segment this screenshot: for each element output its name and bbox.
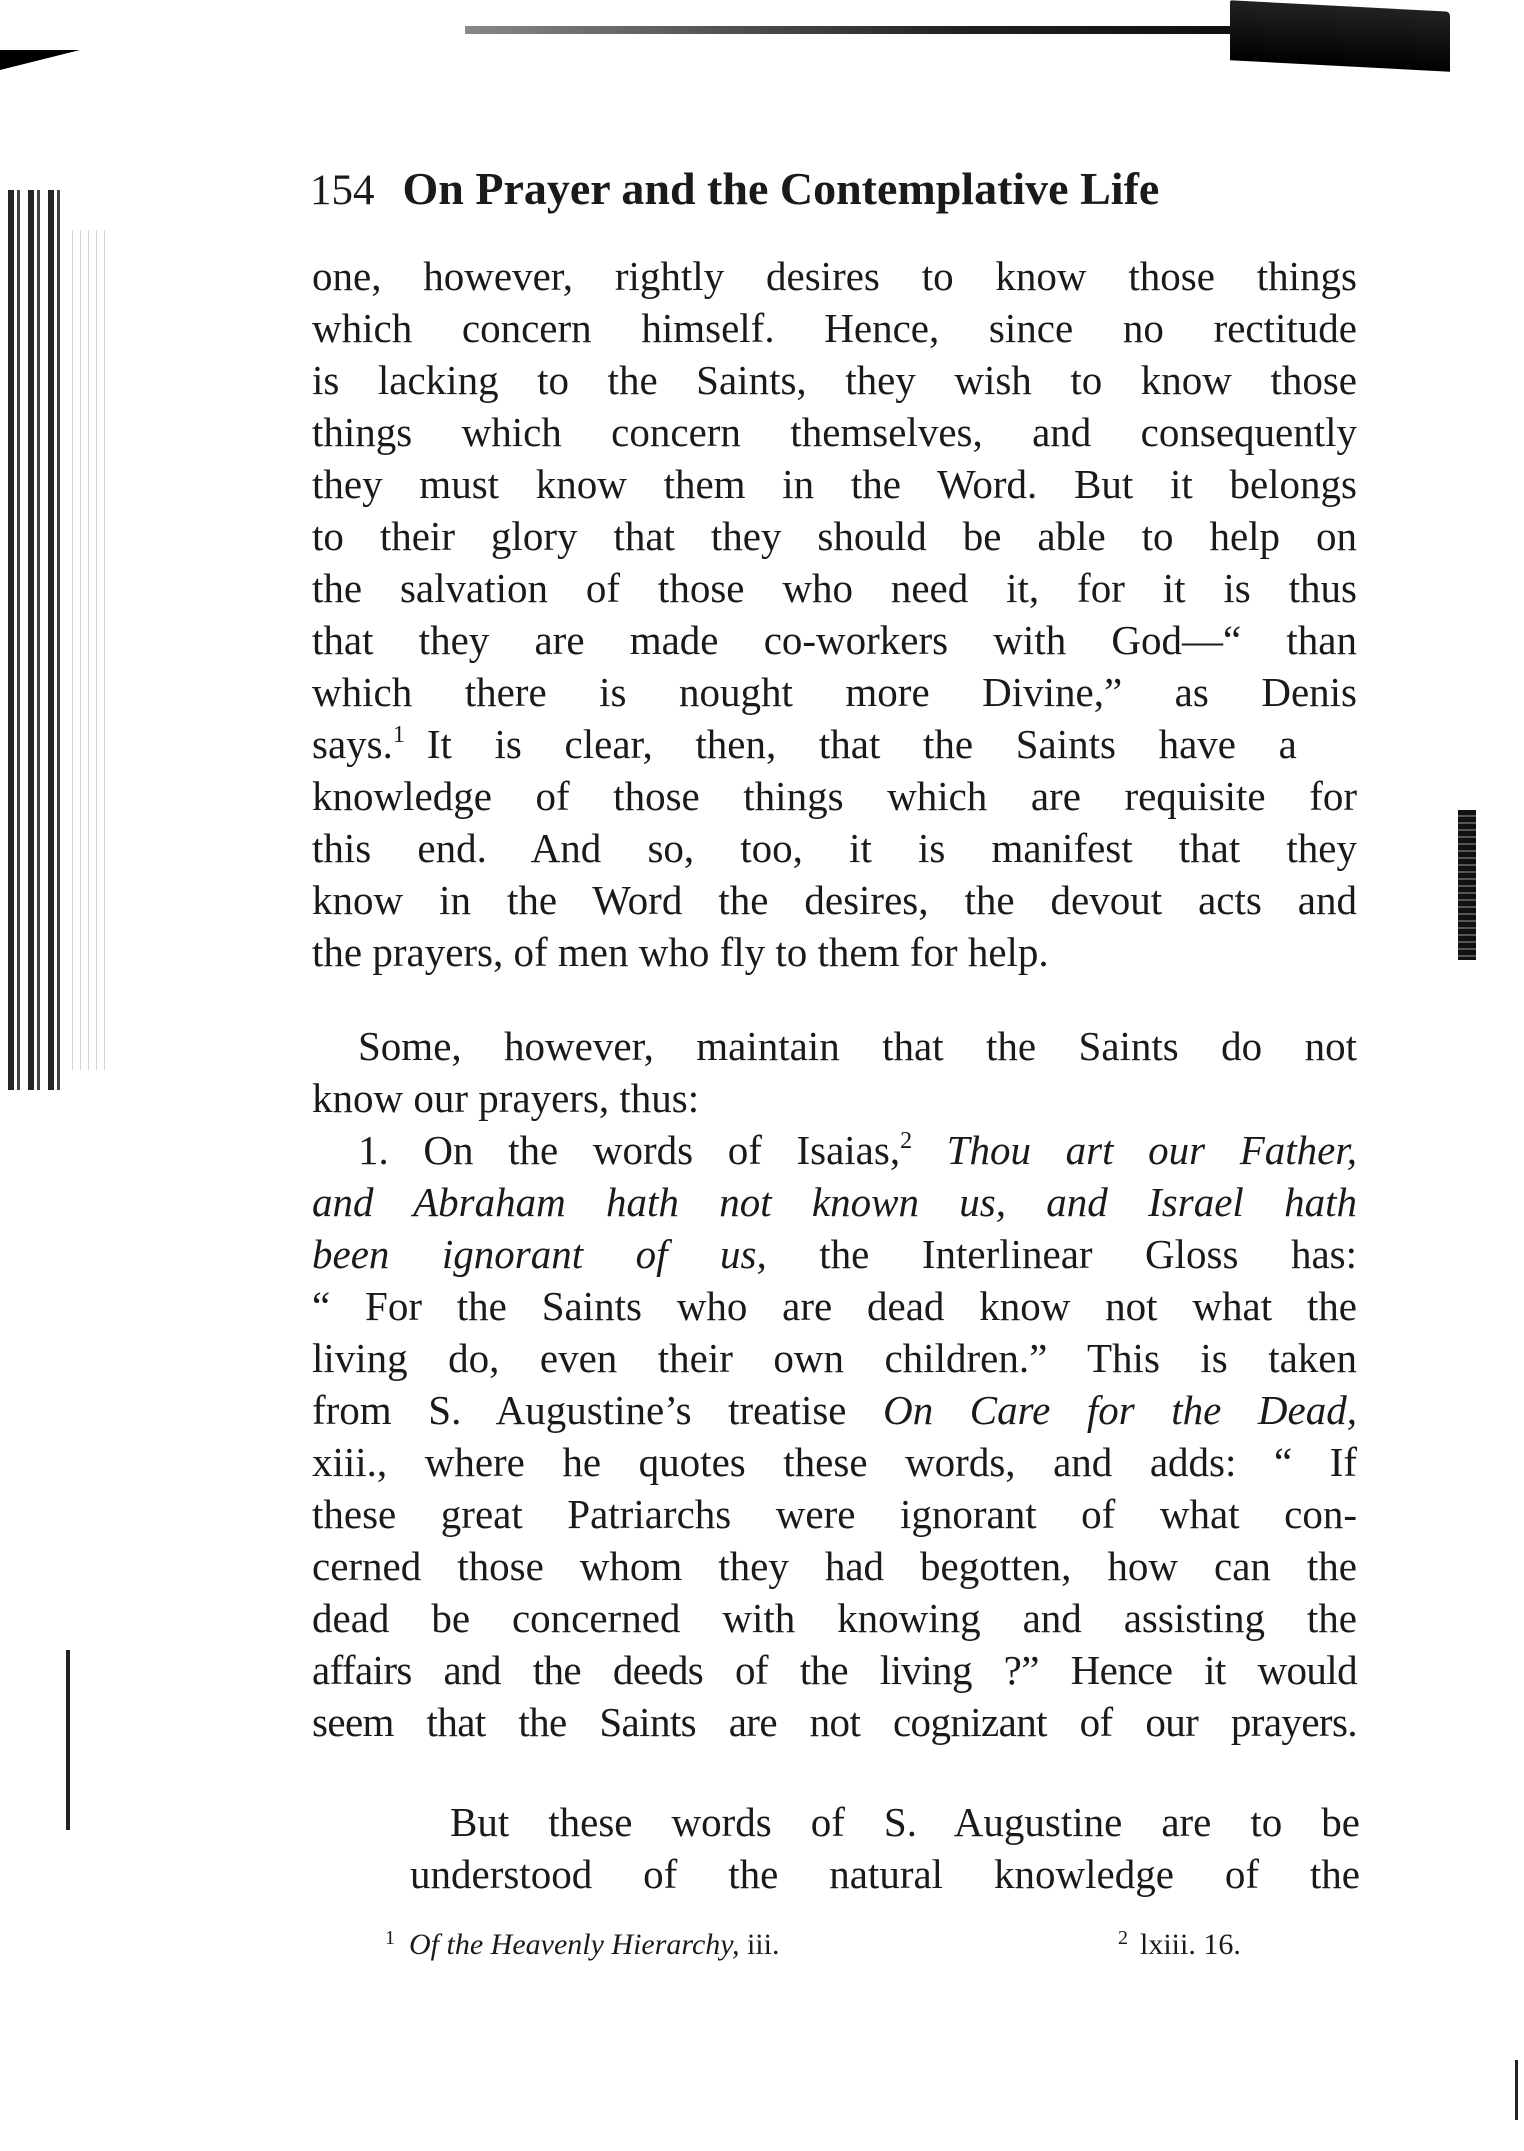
text-line: seem that the Saints are not cognizant of our prayers.: [312, 1699, 1357, 1745]
text-fragment: It is clear, then, that the Saints have a: [426, 721, 1297, 767]
scan-bottom-mark: [1515, 2060, 1518, 2120]
text-line: know our prayers, thus:: [312, 1075, 700, 1121]
text-fragment: the Interlinear Gloss has:: [819, 1231, 1357, 1277]
footnote-marker: 2: [1118, 1927, 1128, 1949]
running-header: [310, 162, 1330, 232]
text-line: is lacking to the Saints, they wish to know those: [312, 357, 1357, 403]
page-number: 154: [310, 167, 375, 214]
running-title: On Prayer and the Contemplative Life: [402, 163, 1160, 214]
text-line: [312, 718, 1357, 770]
scan-right-mark: [1458, 810, 1476, 960]
text-line: that they are made co-workers with God—“ than: [312, 617, 1357, 663]
scan-left-mark: [66, 1650, 70, 1830]
footnote-marker: 1: [385, 1927, 395, 1949]
scan-top-shadow: [1230, 0, 1450, 72]
text-line: these great Patriarchs were ignorant of what con-: [312, 1491, 1357, 1537]
text-line: which there is nought more Divine,” as Denis: [312, 669, 1357, 715]
text-line: things which concern themselves, and consequently: [312, 409, 1357, 455]
text-line: which concern himself. Hence, since no rectitude: [312, 305, 1357, 351]
footnote-1: [385, 1925, 779, 1965]
text-line: understood of the natural knowledge of the: [410, 1851, 1360, 1897]
text-line: know in the Word the desires, the devout acts and: [312, 877, 1357, 923]
footnote-work-title: Of the Heavenly Hierarchy,: [409, 1928, 740, 1961]
text-line: [358, 1124, 1357, 1176]
text-line: they must know them in the Word. But it belongs: [312, 461, 1357, 507]
scan-corner-mark: [0, 50, 80, 70]
text-line: one, however, rightly desires to know those things: [312, 253, 1357, 299]
scripture-quote: Thou art our Father,: [946, 1127, 1358, 1173]
text-line: this end. And so, too, it is manifest that they: [312, 825, 1357, 871]
scan-left-edge-faint: [72, 230, 112, 1070]
text-fragment: On the words of Isaias,: [423, 1127, 901, 1173]
text-fragment: from S. Augustine’s treatise: [312, 1387, 847, 1433]
text-line: “ For the Saints who are dead know not what the: [312, 1283, 1357, 1329]
text-line: the prayers, of men who fly to them for help.: [312, 929, 1049, 975]
footnote-ref: 2: [900, 1128, 913, 1154]
footnote-ref: 1: [392, 722, 405, 748]
text-line: dead be concerned with knowing and assisting the: [312, 1595, 1357, 1641]
text-line: Some, however, maintain that the Saints do not: [358, 1023, 1357, 1069]
text-line: living do, even their own children.” This is taken: [312, 1335, 1357, 1381]
text-line: affairs and the deeds of the living ?” Hence it would: [312, 1647, 1357, 1693]
text-line: knowledge of those things which are requisite for: [312, 773, 1357, 819]
text-line: [312, 1228, 1357, 1280]
scan-left-edge: [8, 190, 68, 1090]
text-line: the salvation of those who need it, for it is thus: [312, 565, 1357, 611]
text-line: [312, 1384, 1357, 1436]
text-line: xiii., where he quotes these words, and adds: “ If: [312, 1439, 1357, 1485]
text-fragment: says.: [312, 721, 393, 767]
scripture-quote: been ignorant of us,: [312, 1231, 767, 1277]
footnote-location: iii.: [746, 1928, 780, 1961]
footnote-2: [1118, 1925, 1241, 1965]
text-line: But these words of S. Augustine are to be: [450, 1799, 1360, 1845]
footnote-text: lxiii. 16.: [1140, 1928, 1241, 1961]
text-line: to their glory that they should be able to help on: [312, 513, 1357, 559]
text-line: cerned those whom they had begotten, how can the: [312, 1543, 1357, 1589]
objection-number: 1.: [358, 1127, 389, 1173]
work-title: On Care for the Dead,: [883, 1387, 1357, 1433]
scripture-quote: and Abraham hath not known us, and Israel hath: [312, 1179, 1357, 1225]
